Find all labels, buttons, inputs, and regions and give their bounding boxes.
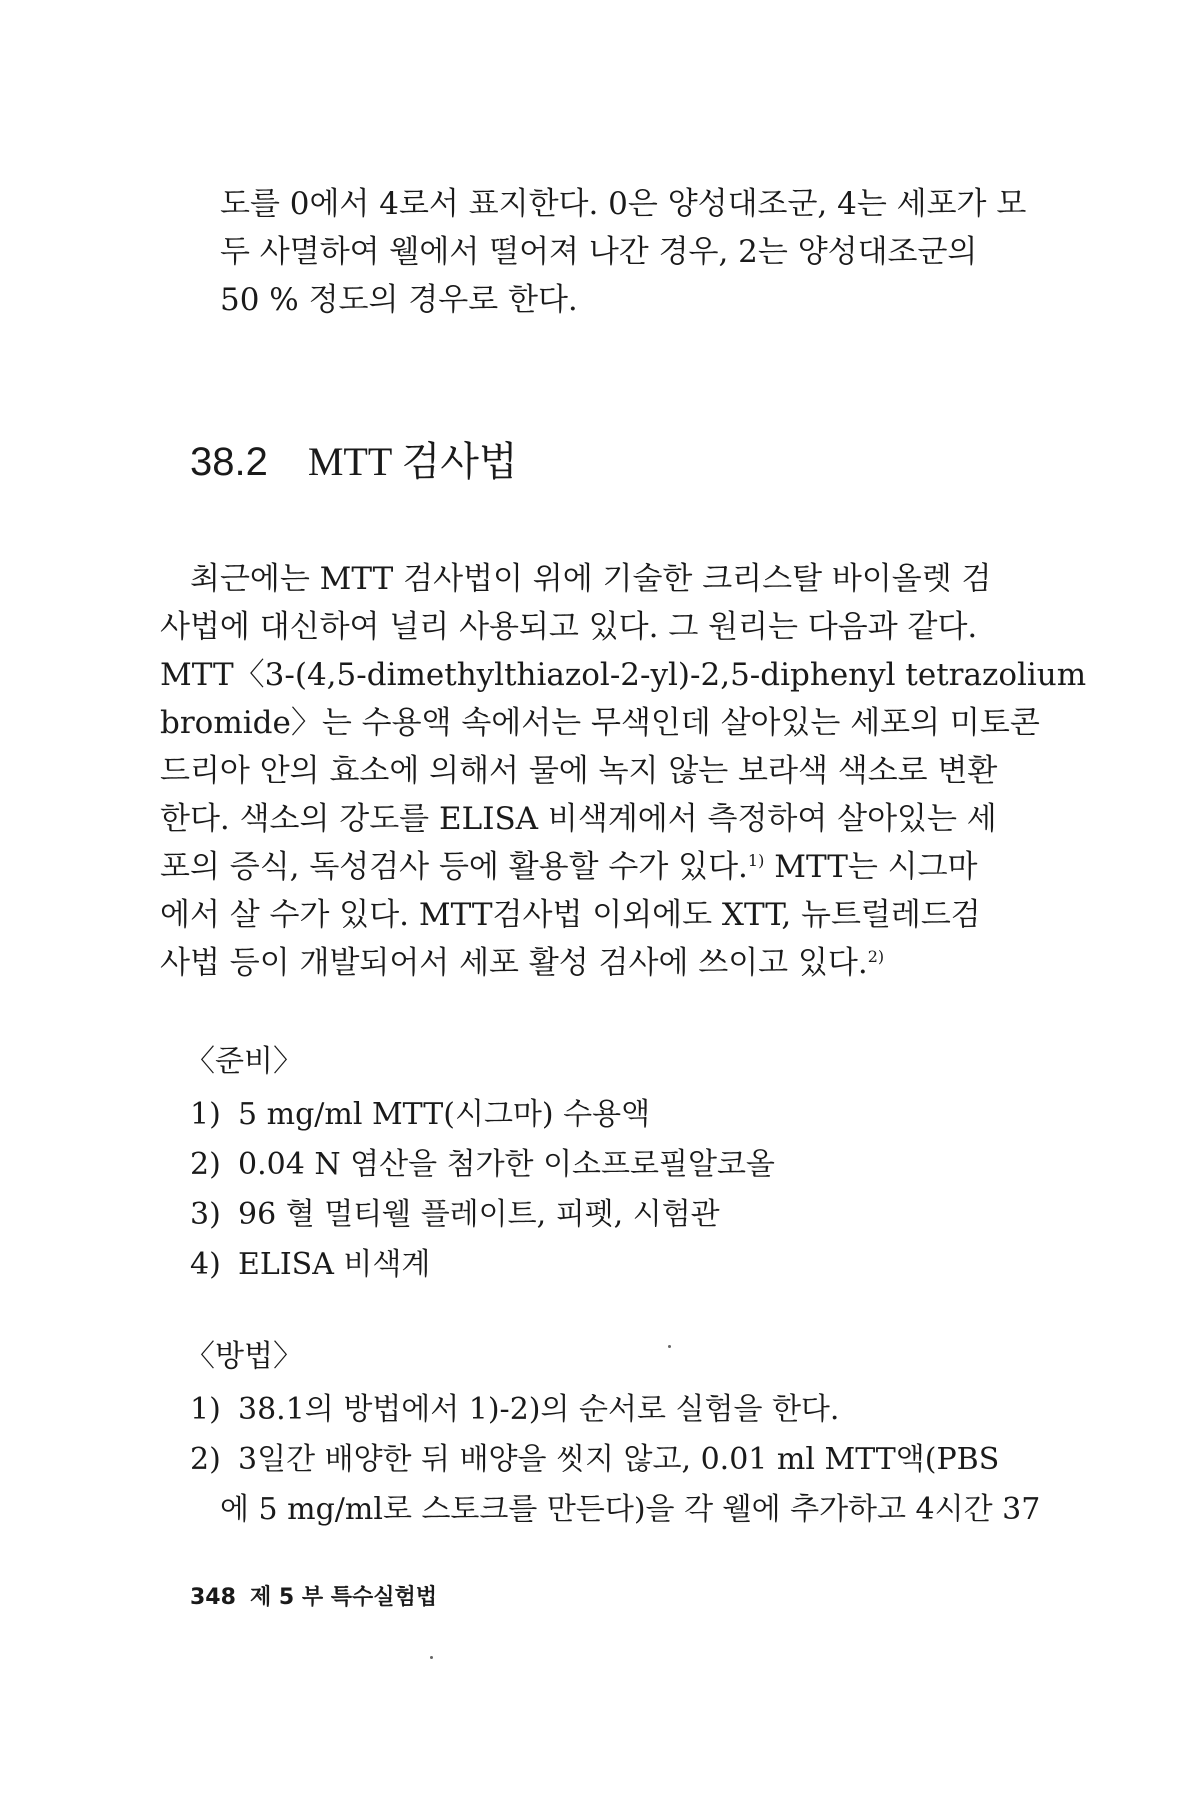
text-line [160,843,1055,891]
section-number: 38.2 [190,440,268,484]
method-heading: 〈방법〉 [185,1339,303,1374]
speck [430,1656,433,1659]
paragraph-mtt [160,555,1087,987]
list-item-continuation: 에 5 mg/ml로 스토크를 만든다)을 각 웰에 추가하고 4시간 37 [220,1492,1041,1527]
list-text: ELISA 비색계 [238,1247,431,1282]
footnote-ref: 1) [747,851,765,870]
text-line: 도를 0에서 4로서 표지한다. 0은 양성대조군, 4는 세포가 모 [220,186,1027,222]
paragraph-intro [160,180,1055,324]
list-item [190,1435,1040,1485]
page-footer [190,1580,437,1611]
text-line: 두 사멸하여 웰에서 떨어져 나간 경우, 2는 양성대조군의 [220,234,978,270]
text-line [160,939,1055,987]
speck [668,1345,671,1348]
list-number: 4) [190,1247,221,1282]
text-line: 사법에 대신하여 널리 사용되고 있다. 그 원리는 다음과 같다. [160,609,978,645]
text-line: 에서 살 수가 있다. MTT검사법 이외에도 XTT, 뉴트럴레드검 [160,897,981,933]
section-title: MTT 검사법 [307,439,518,484]
list-number: 2) [190,1147,221,1182]
text-segment: 사법 등이 개발되어서 세포 활성 검사에 쓰이고 있다. [160,945,868,981]
list-text: 38.1의 방법에서 1)-2)의 순서로 실험을 한다. [238,1392,840,1427]
list-number: 2) [190,1442,221,1477]
method-list [190,1385,1040,1535]
list-number: 3) [190,1197,221,1232]
text-line: MTT〈3-(4,5-dimethylthiazol-2-yl)-2,5-diphenyl tetrazolium [160,657,1087,693]
footnote-ref: 2) [867,947,885,966]
list-number: 1) [190,1392,221,1427]
page-number: 348 [190,1585,236,1610]
part-title: 제 5 부 특수실험법 [249,1585,437,1610]
list-item [190,1190,775,1240]
list-text: 96 혈 멀티웰 플레이트, 피펫, 시험관 [238,1197,720,1232]
text-line: bromide〉는 수용액 속에서는 무색인데 살아있는 세포의 미토콘 [160,705,1040,741]
text-line: 한다. 색소의 강도를 ELISA 비색계에서 측정하여 살아있는 세 [160,801,997,837]
list-item [190,1240,775,1290]
list-item [190,1385,1040,1435]
list-text: 5 mg/ml MTT(시그마) 수용액 [238,1097,651,1132]
text-line: 드리아 안의 효소에 의해서 물에 녹지 않는 보라색 색소로 변환 [160,753,998,789]
section-heading [190,434,518,490]
preparation-heading: 〈준비〉 [185,1044,303,1079]
text-segment: MTT는 시그마 [764,849,978,885]
text-segment: 포의 증식, 독성검사 등에 활용할 수가 있다. [160,849,748,885]
list-item [190,1140,775,1190]
preparation-list [190,1090,775,1290]
list-item [190,1090,775,1140]
list-number: 1) [190,1097,221,1132]
text-line: 최근에는 MTT 검사법이 위에 기술한 크리스탈 바이올렛 검 [190,561,992,597]
list-text: 3일간 배양한 뒤 배양을 씻지 않고, 0.01 ml MTT액(PBS [238,1442,1000,1477]
list-text: 0.04 N 염산을 첨가한 이소프로필알코올 [238,1147,775,1182]
text-line: 50 % 정도의 경우로 한다. [220,282,578,318]
